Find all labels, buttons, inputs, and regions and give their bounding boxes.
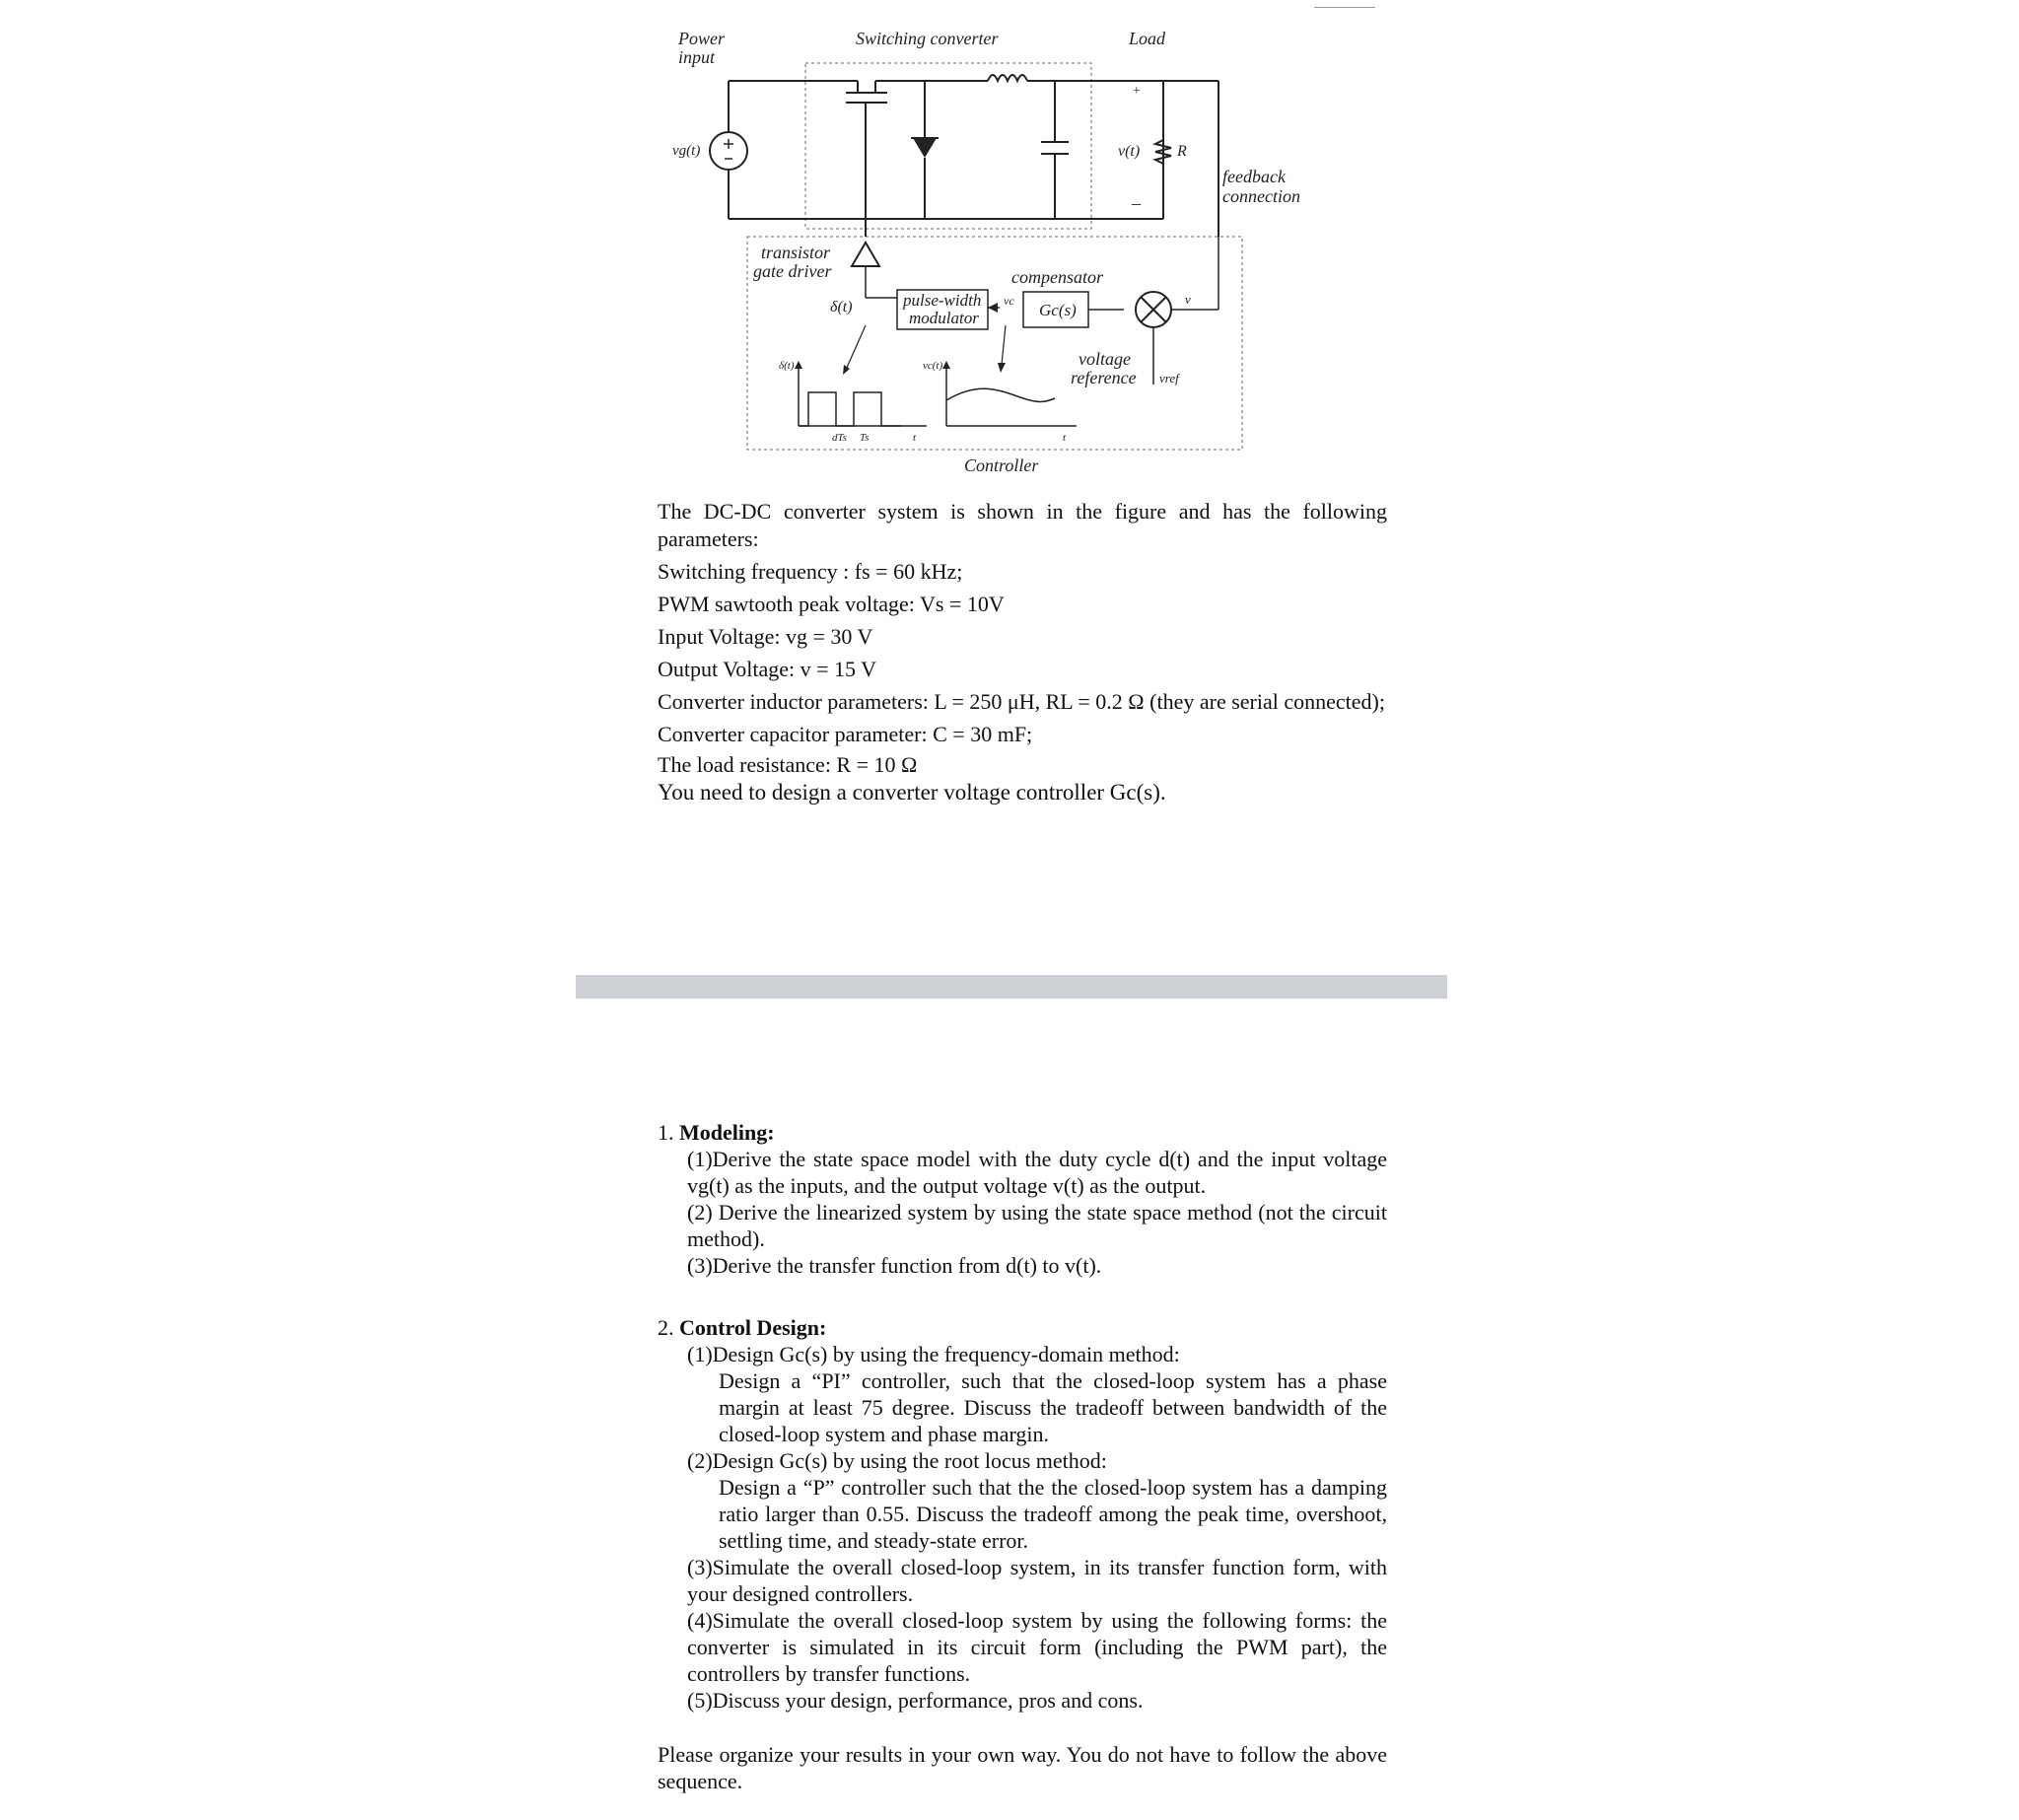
switching-converter-label: Switching converter xyxy=(856,29,999,48)
voltage-reference-label: voltage xyxy=(1079,349,1131,369)
modeling-heading xyxy=(658,1119,1387,1146)
pulse-axis-arrow xyxy=(795,361,802,369)
modeling-title: Modeling: xyxy=(679,1120,775,1145)
r-label: R xyxy=(1177,143,1187,160)
tasks-section xyxy=(658,1119,1387,1816)
modeling-item-2-num: (2) xyxy=(687,1200,713,1225)
modeling-item-1-num: (1) xyxy=(687,1147,713,1171)
pulse-waveform xyxy=(799,365,927,426)
control-item-5-text: Discuss your design, performance, pros and cons. xyxy=(712,1688,1144,1713)
control-item-3 xyxy=(687,1554,1387,1607)
vt-label: v(t) xyxy=(1118,143,1141,160)
pwm-label: pulse-width xyxy=(903,291,982,310)
pwm-label-2: modulator xyxy=(909,309,979,327)
control-item-5-num: (5) xyxy=(687,1688,713,1713)
param-output-voltage: Output Voltage: v = 15 V xyxy=(658,657,877,681)
capacitor-symbol xyxy=(1041,142,1069,154)
diode-symbol xyxy=(911,138,939,158)
vref-label: vref xyxy=(1159,371,1179,385)
params-intro: The DC-DC converter system is shown in the figure and has the following parameters: xyxy=(658,499,1387,551)
control-item-5 xyxy=(687,1687,1387,1714)
ts-label: Ts xyxy=(860,432,870,444)
delta-label: δ(t) xyxy=(830,299,853,315)
voltage-reference-label-2: reference xyxy=(1071,368,1137,387)
control-heading xyxy=(658,1314,1387,1341)
param-capacitor: Converter capacitor parameter: C = 30 mF; xyxy=(658,722,1033,746)
pointer-vc xyxy=(1002,325,1006,365)
circuit-wires xyxy=(729,81,1218,237)
param-need: You need to design a converter voltage controller Gc(s). xyxy=(658,780,1166,805)
modeling-item-3 xyxy=(687,1252,1387,1279)
voltage-source-symbol xyxy=(710,132,747,170)
vc-axis-label: vc(t) xyxy=(923,360,943,372)
closing-text: Please organize your results in your own way. You do not have to follow the above sequence. xyxy=(658,1742,1387,1793)
arrow-to-pwm xyxy=(988,303,998,313)
modeling-item-1-text: Derive the state space model with the duty cycle d(t) and the input voltage vg(t) as the inputs, and the output voltage v(t) as the output. xyxy=(687,1147,1387,1198)
power-input-label: Power xyxy=(678,29,725,48)
pointer-delta xyxy=(846,325,866,370)
power-input-label-2: input xyxy=(678,47,716,67)
control-item-2-detail: Design a “P” controller such that the the closed-loop system has a damping ratio larger than 0.55. Discuss the tradeoff among the peak time, overshoot, settling time, and steady-state error. xyxy=(719,1475,1387,1553)
transistor-symbol xyxy=(846,81,887,103)
modeling-item-2 xyxy=(687,1199,1387,1252)
feedback-label: feedback xyxy=(1222,167,1286,186)
vc-label: vc xyxy=(1004,294,1014,308)
control-item-3-text: Simulate the overall closed-loop system, in its transfer function form, with your designed controllers. xyxy=(687,1555,1387,1606)
param-inductor: Converter inductor parameters: L = 250 μH, RL = 0.2 Ω (they are serial connected); xyxy=(658,689,1385,714)
control-item-1-text: Design Gc(s) by using the frequency-domain method: xyxy=(712,1342,1180,1366)
v-feedback-label: v xyxy=(1185,292,1191,307)
modeling-item-3-num: (3) xyxy=(687,1253,713,1278)
param-pwm-peak: PWM sawtooth peak voltage: Vs = 10V xyxy=(658,592,1005,616)
control-number: 2. xyxy=(658,1315,674,1340)
converter-diagram xyxy=(651,0,1410,483)
param-input-voltage: Input Voltage: vg = 30 V xyxy=(658,624,873,649)
gate-driver-label: transistor xyxy=(761,243,831,262)
t-label-2: t xyxy=(1063,432,1067,444)
controller-label: Controller xyxy=(964,455,1039,475)
delta-axis-label: δ(t) xyxy=(779,360,795,372)
control-item-4-num: (4) xyxy=(687,1608,713,1633)
gc-label: Gc(s) xyxy=(1039,301,1077,319)
control-item-2-text: Design Gc(s) by using the root locus method: xyxy=(712,1448,1107,1473)
compensator-label: compensator xyxy=(1011,267,1103,287)
control-title: Control Design: xyxy=(679,1315,827,1340)
modeling-section xyxy=(658,1119,1387,1279)
output-plus-label: + xyxy=(1132,84,1142,99)
parameters-section xyxy=(658,498,1387,806)
pointer-vc-head xyxy=(998,363,1006,373)
modeling-item-1 xyxy=(687,1146,1387,1199)
vc-waveform xyxy=(946,365,1077,426)
control-item-2 xyxy=(687,1447,1387,1474)
param-switching-frequency: Switching frequency : fs = 60 kHz; xyxy=(658,559,963,584)
pointer-delta-head xyxy=(843,365,850,375)
converter-boundary xyxy=(805,63,1091,229)
output-minus-label: – xyxy=(1132,193,1141,213)
control-item-4 xyxy=(687,1607,1387,1687)
control-item-1-detail: Design a “PI” controller, such that the closed-loop system has a phase margin at least 75 degree. Discuss the tradeoff between bandwidth of the closed-loop system and phase margin. xyxy=(719,1368,1387,1446)
control-item-1 xyxy=(687,1341,1387,1367)
t-label-1: t xyxy=(913,432,917,444)
inductor-symbol xyxy=(988,75,1027,81)
modeling-number: 1. xyxy=(658,1120,674,1145)
vg-label: vg(t) xyxy=(672,143,701,159)
modeling-item-3-text: Derive the transfer function from d(t) to v(t). xyxy=(712,1253,1102,1278)
control-item-4-text: Simulate the overall closed-loop system by using the following forms: the converter is simulated in its circuit form (including the PWM part), the controllers by transfer functions. xyxy=(687,1608,1387,1686)
feedback-label-2: connection xyxy=(1222,186,1300,206)
control-item-1-num: (1) xyxy=(687,1342,713,1366)
modeling-item-2-text: Derive the linearized system by using the state space method (not the circuit method). xyxy=(687,1200,1387,1251)
page-divider xyxy=(576,975,1447,999)
control-item-2-num: (2) xyxy=(687,1448,713,1473)
summing-junction xyxy=(1136,292,1171,327)
control-item-3-num: (3) xyxy=(687,1555,713,1579)
vc-axis-arrow xyxy=(942,361,950,369)
gate-driver-symbol xyxy=(852,243,879,266)
param-load: The load resistance: R = 10 Ω xyxy=(658,752,918,777)
load-label: Load xyxy=(1129,29,1166,48)
dts-label: dTs xyxy=(832,432,847,444)
gate-driver-label-2: gate driver xyxy=(753,261,832,281)
control-section xyxy=(658,1314,1387,1714)
